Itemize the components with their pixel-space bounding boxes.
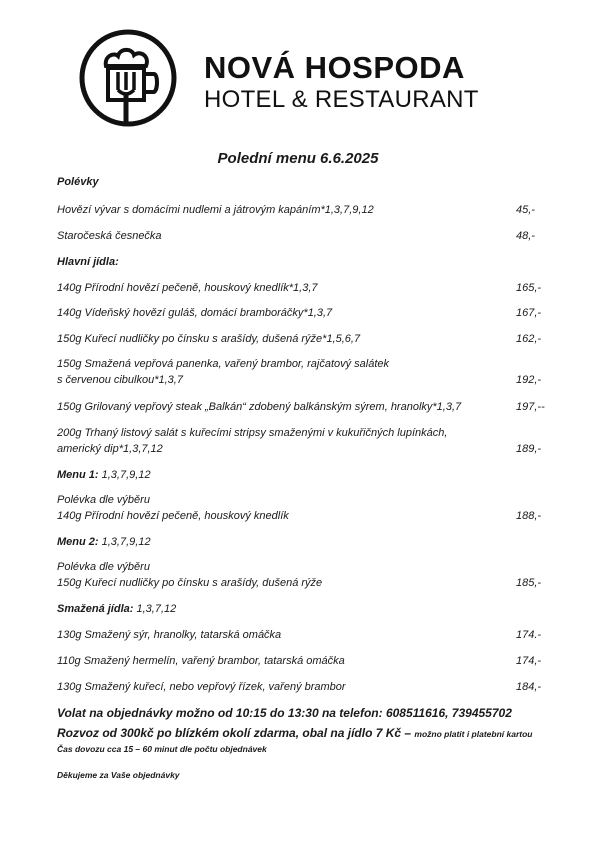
soup-item-name: Staročeská česnečka: [57, 230, 162, 242]
delivery-text: Rozvoz od 300kč po blízkém okolí zdarma, obal na jídlo 7 Kč –: [57, 726, 415, 740]
fried-allergens: 1,3,7,12: [136, 603, 177, 615]
menu2-price: 185,-: [516, 577, 542, 589]
main-item-name: 150g Kuřecí nudličky po čínsku s arašídy, dušená rýže*1,5,6,7: [57, 333, 361, 345]
fried-item-name: 130g Smažený kuřecí, nebo vepřový řízek, vařený brambor: [57, 681, 346, 693]
fried-item-name: 110g Smažený hermelín, vařený brambor, tatarská omáčka: [57, 655, 345, 667]
fried-item-price: 184,-: [516, 681, 542, 693]
main-item-name-line2: americký dip*1,3,7,12: [57, 443, 163, 455]
menu1-line2: 140g Přírodní hovězí pečeně, houskový knedlík: [57, 510, 289, 522]
menu-title: Polední menu 6.6.2025: [217, 150, 379, 167]
main-item-price: 162,-: [516, 333, 542, 345]
logo-block: [66, 24, 492, 136]
fried-label: Smažená jídla:: [57, 603, 134, 615]
delivery-time: Čas dovozu cca 15 – 60 minut dle počtu objednávek: [57, 744, 267, 754]
fried-item-price: 174,-: [516, 655, 542, 667]
main-item-name: 140g Vídeňský hovězí guláš, domácí bramboráčky*1,3,7: [57, 307, 333, 319]
payment-note: možno platit i platební kartou: [414, 729, 533, 739]
menu1-label: Menu 1:: [57, 469, 99, 481]
main-item-name-line2: s červenou cibulkou*1,3,7: [57, 374, 183, 386]
soup-item-name: Hovězí vývar s domácími nudlemi a játrovým kapáním*1,3,7,9,12: [57, 204, 374, 216]
section-soups: Polévky: [57, 176, 99, 188]
menu2-allergens: 1,3,7,9,12: [101, 536, 151, 548]
soup-item-price: 48,-: [516, 230, 535, 242]
main-item-name: 150g Grilovaný vepřový steak „Balkán“ zdobený balkánským sýrem, hranolky*1,3,7: [57, 401, 462, 413]
delivery-line: [57, 726, 532, 740]
menu1-allergens: 1,3,7,9,12: [101, 469, 151, 481]
fried-heading: [57, 603, 176, 615]
main-item-name-line1: 150g Smažená vepřová panenka, vařený brambor, rajčatový salátek: [57, 358, 390, 370]
menu1-line1: Polévka dle výběru: [57, 494, 150, 506]
main-item-price: 192,-: [516, 374, 542, 386]
brand-name: NOVÁ HOSPODA: [204, 50, 465, 85]
menu1-heading: [57, 469, 151, 481]
menu2-line1: Polévka dle výběru: [57, 561, 150, 573]
fried-item-name: 130g Smažený sýr, hranolky, tatarská omáčka: [57, 629, 282, 641]
main-item-price: 197,--: [516, 401, 545, 413]
menu2-label: Menu 2:: [57, 536, 99, 548]
beer-mug-fork-logo-icon: [78, 28, 178, 128]
section-mains: Hlavní jídla:: [57, 256, 119, 268]
main-item-name-line1: 200g Trhaný listový salát s kuřecími stripsy smaženými v kukuřičných lupínkách,: [57, 427, 448, 439]
menu1-price: 188,-: [516, 510, 542, 522]
main-item-price: 165,-: [516, 282, 542, 294]
thanks-note: Děkujeme za Vaše objednávky: [57, 770, 180, 780]
main-item-price: 167,-: [516, 307, 542, 319]
main-item-name: 140g Přírodní hovězí pečeně, houskový knedlík*1,3,7: [57, 282, 318, 294]
brand-subtitle: HOTEL & RESTAURANT: [204, 86, 479, 113]
menu2-line2: 150g Kuřecí nudličky po čínsku s arašídy, dušená rýže: [57, 577, 323, 589]
order-phone-line: Volat na objednávky možno od 10:15 do 13:30 na telefon: 608511616, 739455702: [57, 706, 512, 720]
soup-item-price: 45,-: [516, 204, 535, 216]
main-item-price: 189,-: [516, 443, 542, 455]
menu2-heading: [57, 536, 151, 548]
fried-item-price: 174.-: [516, 629, 542, 641]
